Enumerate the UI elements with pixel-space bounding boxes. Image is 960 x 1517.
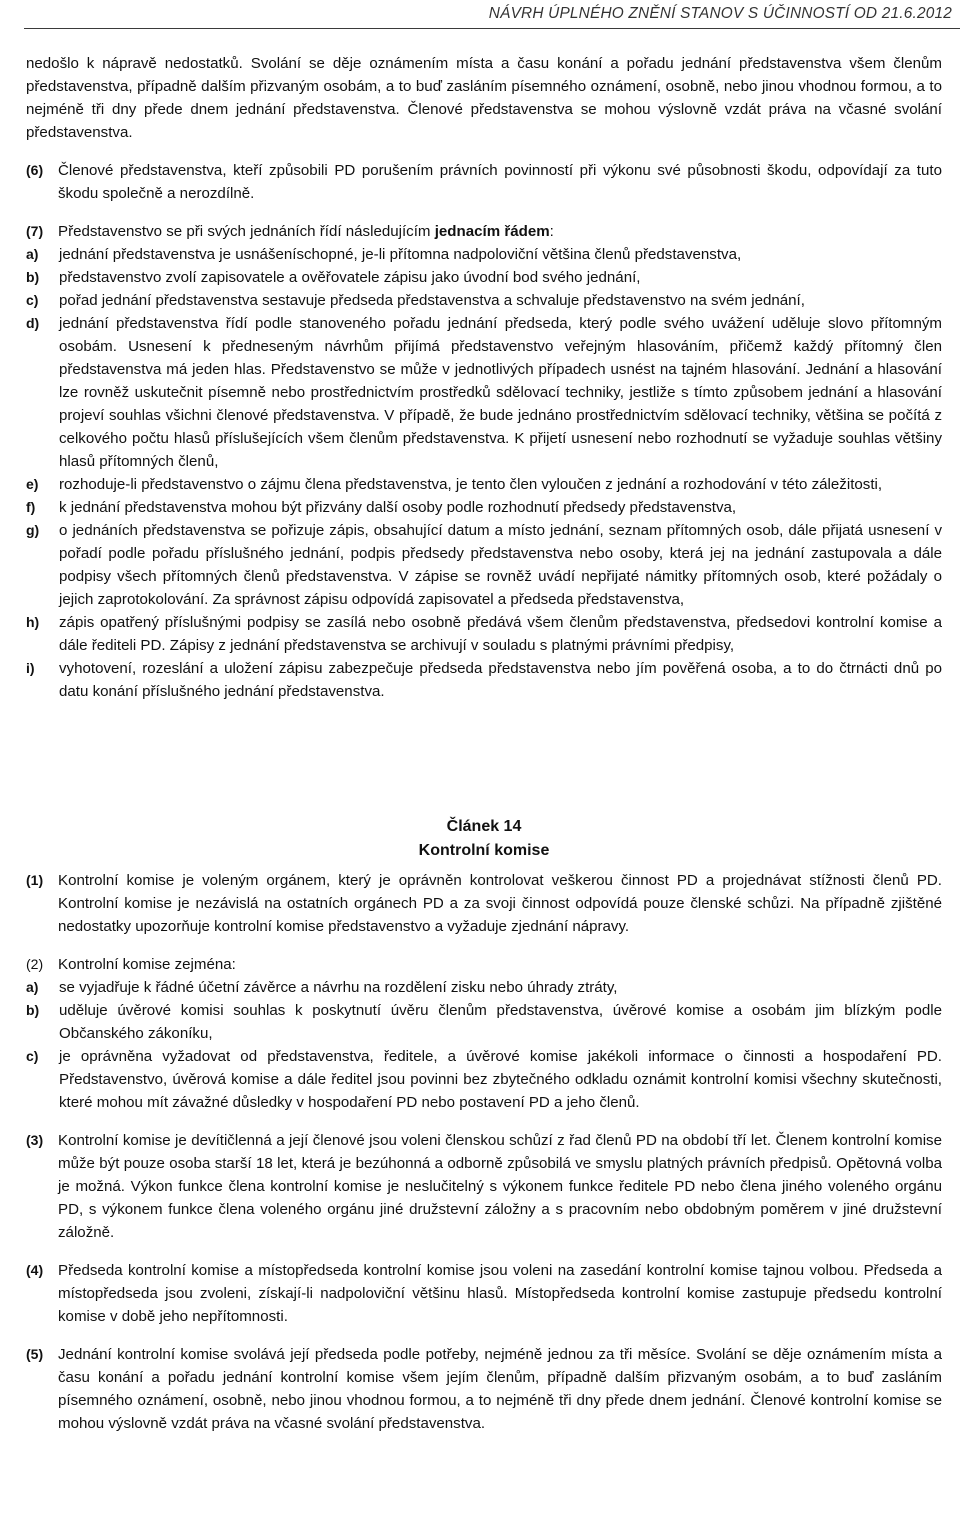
list-letter: b)	[26, 1002, 40, 1018]
list-letter: c)	[26, 1048, 39, 1064]
paragraph-7-items	[26, 243, 942, 703]
control-paragraph-5	[26, 1343, 942, 1435]
list-text: k jednání představenstva mohou být přizvány další osoby podle rozhodnutí předsedy představenstva,	[59, 499, 737, 516]
list-item-a	[26, 243, 942, 266]
paragraph-number: (5)	[26, 1346, 44, 1362]
control-paragraph-1	[26, 869, 942, 938]
list-text: rozhoduje-li představenstvo o zájmu člena představenstva, je tento člen vyloučen z jednání a rozhodování v této záležitosti,	[59, 476, 883, 493]
intro-paragraph: nedošlo k nápravě nedostatků. Svolání se děje oznámením místa a času konání a pořadu jednání představenstva všem členům představenstva, případně dalším přizvaným osobám, a to buď zasláním písemného oznámení, osobně, nebo jinou vhodnou formou, a to nejméně tři dny přede dnem jednání představenstva. Členové představenstva se mohou výslovně vzdát práva na včasné svolání představenstva.	[26, 55, 942, 141]
list-letter: a)	[26, 979, 39, 995]
paragraph-number: (7)	[26, 223, 44, 239]
list-text: o jednáních představenstva se pořizuje zápis, obsahující datum a místo jednání, seznam přítomných osob, dále přijatá usnesení v pořadí podle pořadu příslušného jednání, podpis předsedy představenstva nebo osoby, která jej na jednání zastupovala a dále podpisy všech přítomných členů představenstva. V zápise se rovněž uvádí nepřijaté námitky přítomných osob, které požádaly o jejich zaprotokolování. Za správnost zápisu odpovídá zapisovatel a předseda představenstva,	[59, 522, 942, 608]
paragraph-lead: Představenstvo se při svých jednáních řídí následujícím	[58, 223, 435, 240]
paragraph-text: Členové představenstva, kteří způsobili PD porušením právních povinností při výkonu své působnosti škodu, odpovídají za tuto škodu společně a nerozdílně.	[58, 162, 942, 202]
paragraph-text: Předseda kontrolní komise a místopředseda kontrolní komise jsou voleni na zasedání kontrolní komise tajnou volbou. Předseda a místopředseda jsou zvoleni, získají-li nadpoloviční většinu hlasů. Místopředseda kontrolní komise zastupuje předsedu kontrolní komise v době jeho nepřítomnosti.	[58, 1262, 942, 1325]
list-item-e	[26, 473, 942, 496]
header-divider	[24, 28, 960, 29]
list-letter: f)	[26, 499, 36, 515]
list-item-c	[26, 289, 942, 312]
paragraph-lead-bold: jednacím řádem	[434, 223, 550, 240]
control-paragraph-2-items	[26, 976, 942, 1114]
list-letter: e)	[26, 476, 39, 492]
list-letter: b)	[26, 269, 40, 285]
list-letter: d)	[26, 315, 40, 331]
paragraph-text: Kontrolní komise je voleným orgánem, který je oprávněn kontrolovat veškerou činnost PD a projednávat stížnosti členů PD. Kontrolní komise je nezávislá na ostatních orgánech PD a za svoji činnost odpovídá pouze členské schůzi. Na případně zjištěné nedostatky upozorňuje kontrolní komise představenstvo a vyžaduje zjednání nápravy.	[58, 872, 942, 935]
list-letter: i)	[26, 660, 35, 676]
list-item-g	[26, 519, 942, 611]
list-item-h	[26, 611, 942, 657]
list-text: pořad jednání představenstva sestavuje předseda představenstva a schvaluje představenstvo na svém jednání,	[59, 292, 805, 309]
paragraph-lead-end: :	[549, 223, 554, 240]
article-heading	[26, 815, 942, 863]
article-number: Článek 14	[446, 818, 522, 835]
list-letter: a)	[26, 246, 39, 262]
paragraph-7	[26, 220, 942, 243]
document-body	[26, 52, 942, 1435]
paragraph-number: (1)	[26, 872, 44, 888]
list-item-c	[26, 1045, 942, 1114]
list-item-d	[26, 312, 942, 473]
list-text: uděluje úvěrové komisi souhlas k poskytnutí úvěru členům představenstva, úvěrové komise a osobám jim blízkým podle Občanského zákoníku,	[59, 1002, 942, 1042]
paragraph-text: Jednání kontrolní komise svolává její předseda podle potřeby, nejméně jednou za tři měsíce. Svolání se děje oznámením místa a času konání a pořadu jednání kontrolní komise všem jejím členům, případně dalším přizvaným osobám, a to buď zasláním písemného oznámení, osobně, nebo jinou vhodnou formou, a to nejméně tři dny přede dnem jednání. Členové kontrolní komise se mohou výslovně vzdát práva na včasné svolání představenstva.	[58, 1346, 942, 1432]
paragraph-number: (2)	[26, 956, 44, 972]
list-item-f	[26, 496, 942, 519]
list-letter: c)	[26, 292, 39, 308]
list-letter: h)	[26, 614, 40, 630]
paragraph-lead: Kontrolní komise zejména:	[58, 956, 236, 973]
list-text: jednání představenstva řídí podle stanoveného pořadu jednání předseda, který podle svého uvážení uděluje slovo přítomným osobám. Usnesení k předneseným návrhům přijímá představenstvo veřejným hlasováním, přičemž každý přítomný člen představenstva má jeden hlas. Představenstvo se může v jednotlivých případech usnést na tajném hlasování. Jednání a hlasování lze rovněž uskutečnit písemně nebo prostřednictvím prostředků sdělovací techniky, jestliže s tímto způsobem jednání a hlasování projeví souhlas všichni členové představenstva. V případě, že bude jednáno prostřednictvím sdělovací techniky, většina se počítá z celkového počtu hlasů příslušejících všem členům představenstva. K přijetí usnesení nebo rozhodnutí se vyžaduje souhlas většiny hlasů přítomných členů,	[59, 315, 942, 470]
list-text: je oprávněna vyžadovat od představenstva, ředitele, a úvěrové komise jakékoli informace o činnosti a hospodaření PD. Představenstvo, úvěrová komise a dále ředitel jsou povinni bez zbytečného odkladu oznámit kontrolní komisi všechny skutečnosti, které mohou mít závažné důsledky v hospodaření PD nebo postavení PD a jeho členů.	[59, 1048, 942, 1111]
control-paragraph-4	[26, 1259, 942, 1328]
list-item-a	[26, 976, 942, 999]
list-item-i	[26, 657, 942, 703]
paragraph-number: (3)	[26, 1132, 44, 1148]
list-text: jednání představenstva je usnášeníschopné, je-li přítomna nadpoloviční většina členů představenstva,	[59, 246, 742, 263]
list-text: představenstvo zvolí zapisovatele a ověřovatele zápisu jako úvodní bod svého jednání,	[59, 269, 641, 286]
control-paragraph-2	[26, 953, 942, 976]
paragraph-number: (6)	[26, 162, 44, 178]
paragraph-number: (4)	[26, 1262, 44, 1278]
list-item-b	[26, 266, 942, 289]
list-text: vyhotovení, rozeslání a uložení zápisu zabezpečuje předseda představenstva nebo jím pověřená osoba, a to do čtrnácti dnů po datu konání příslušného jednání představenstva.	[59, 660, 942, 700]
list-letter: g)	[26, 522, 40, 538]
paragraph-6	[26, 159, 942, 205]
control-paragraph-3	[26, 1129, 942, 1244]
list-text: zápis opatřený příslušnými podpisy se zasílá nebo osobně předává všem členům představenstva, předsedovi kontrolní komise a dále řediteli PD. Zápisy z jednání představenstva se archivují v souladu s platnými právními předpisy,	[59, 614, 942, 654]
document-header-title: NÁVRH ÚPLNÉHO ZNĚNÍ STANOV S ÚČINNOSTÍ OD 21.6.2012	[488, 5, 952, 22]
article-title: Kontrolní komise	[418, 842, 550, 859]
paragraph-text: Kontrolní komise je devítičlenná a její členové jsou voleni členskou schůzí z řad členů PD na období tří let. Členem kontrolní komise může být pouze osoba starší 18 let, která je bezúhonná a odborně způsobilá ve smyslu platných právních předpisů. Opětovná volba je možná. Výkon funkce člena kontrolní komise je neslučitelný s výkonem funkce ředitele PD nebo člena jiného voleného orgánu PD, s výkonem funkce člena voleného orgánu jiné družstevní záložny a s pracovním nebo obdobným poměrem v jiné družstevní záložně.	[58, 1132, 942, 1241]
list-text: se vyjadřuje k řádné účetní závěrce a návrhu na rozdělení zisku nebo úhrady ztráty,	[59, 979, 618, 996]
list-item-b	[26, 999, 942, 1045]
